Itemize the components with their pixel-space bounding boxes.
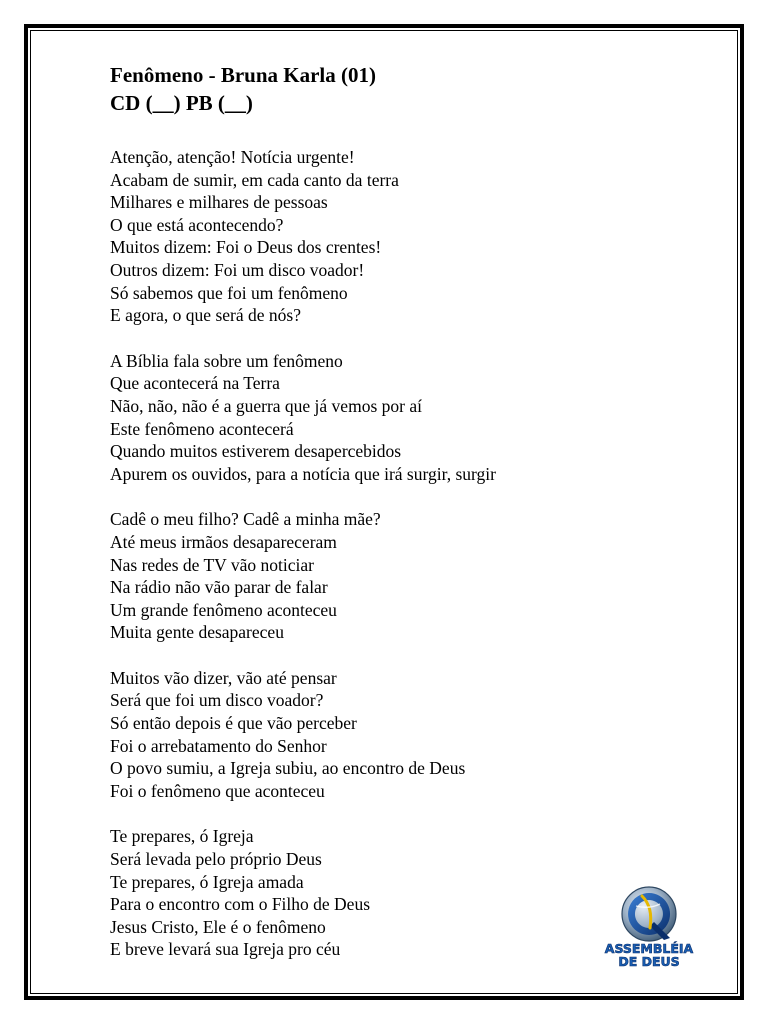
lyric-line: Milhares e milhares de pessoas xyxy=(110,192,328,213)
lyric-line: Este fenômeno acontecerá xyxy=(110,418,294,439)
lyric-line: Só sabemos que foi um fenômeno xyxy=(110,282,348,303)
assembleia-de-deus-logo xyxy=(592,884,706,970)
stanza-3 xyxy=(110,508,710,644)
lyrics-document xyxy=(110,61,710,984)
stanza-2 xyxy=(110,350,710,486)
lyric-line: Nas redes de TV vão noticiar xyxy=(110,554,314,575)
lyric-line: Foi o fenômeno que aconteceu xyxy=(110,780,325,801)
lyric-line: Será levada pelo próprio Deus xyxy=(110,849,322,870)
lyric-line: Que acontecerá na Terra xyxy=(110,373,280,394)
logo-text-line1: ASSEMBLÉIA xyxy=(604,941,694,956)
lyric-line: Um grande fenômeno aconteceu xyxy=(110,599,337,620)
logo-emblem-icon xyxy=(622,887,676,941)
lyric-line: Atenção, atenção! Notícia urgente! xyxy=(110,147,355,167)
lyric-line: O povo sumiu, a Igreja subiu, ao encontro de Deus xyxy=(110,758,466,779)
lyric-line: A Bíblia fala sobre um fenômeno xyxy=(110,350,343,371)
lyric-line: Te prepares, ó Igreja xyxy=(110,826,254,847)
format-checkboxes: CD (__) PB (__) xyxy=(110,91,253,115)
lyric-line: Acabam de sumir, em cada canto da terra xyxy=(110,169,399,190)
stanza-4 xyxy=(110,667,710,803)
lyric-line: O que está acontecendo? xyxy=(110,214,284,235)
logo-text-line2: DE DEUS xyxy=(618,954,680,969)
lyric-line: Para o encontro com o Filho de Deus xyxy=(110,894,371,915)
stanza-1 xyxy=(110,146,710,327)
lyric-line: Cadê o meu filho? Cadê a minha mãe? xyxy=(110,509,381,530)
lyric-line: E agora, o que será de nós? xyxy=(110,305,301,326)
lyric-line: Muitos vão dizer, vão até pensar xyxy=(110,667,337,688)
song-title: Fenômeno - Bruna Karla (01) xyxy=(110,63,376,87)
lyric-line: Muita gente desapareceu xyxy=(110,622,284,643)
lyric-line: Na rádio não vão parar de falar xyxy=(110,577,328,598)
lyric-line: Foi o arrebatamento do Senhor xyxy=(110,735,327,756)
lyric-line: Só então depois é que vão perceber xyxy=(110,713,357,734)
lyric-line: Apurem os ouvidos, para a notícia que irá surgir, surgir xyxy=(110,463,496,484)
lyric-line: Te prepares, ó Igreja amada xyxy=(110,871,304,892)
lyric-line: E breve levará sua Igreja pro céu xyxy=(110,939,341,960)
lyric-line: Muitos dizem: Foi o Deus dos crentes! xyxy=(110,237,382,258)
lyric-line: Será que foi um disco voador? xyxy=(110,690,324,711)
lyric-line: Quando muitos estiverem desapercebidos xyxy=(110,441,402,462)
lyric-line: Jesus Cristo, Ele é o fenômeno xyxy=(110,916,326,937)
lyric-line: Outros dizem: Foi um disco voador! xyxy=(110,259,365,280)
lyric-line: Não, não, não é a guerra que já vemos por aí xyxy=(110,395,422,416)
lyric-line: Até meus irmãos desapareceram xyxy=(110,531,337,552)
